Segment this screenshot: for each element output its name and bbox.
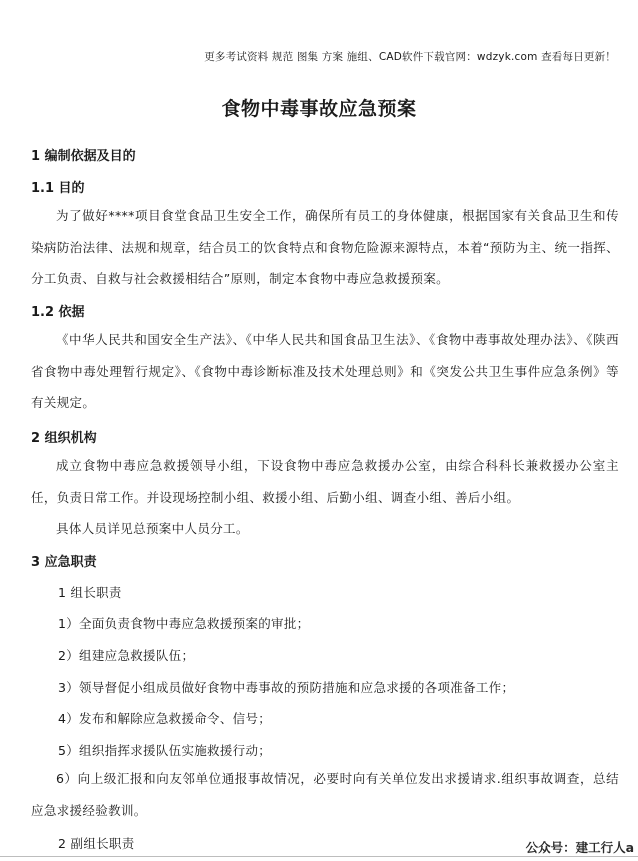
list-item: 3）领导督促小组成员做好食物中毒事故的预防措施和应急求援的各项准备工作；	[58, 680, 515, 695]
list-item-6: 6）向上级汇报和向友邻单位通报事故情况，必要时向有关单位发出求援请求.组织事故调查，总结应急求援经验教训。	[31, 771, 619, 818]
section-heading-1-2: 1.2 依据	[31, 305, 85, 320]
footer-divider	[0, 856, 638, 857]
list-item: 2）组建应急救援队伍；	[58, 648, 195, 663]
subsection-leader-duties: 1 组长职责	[58, 585, 122, 600]
list-item: 4）发布和解除应急救援命令、信号；	[58, 711, 272, 726]
list-item: 5）组织指挥求援队伍实施救援行动；	[58, 743, 272, 758]
paragraph-organization: 成立食物中毒应急救援领导小组，下设食物中毒应急救援办公室，由综合科科长兼救援办公室主任，负责日常工作。并设现场控制小组、救援小组、后勤小组、调查小组、善后小组。	[31, 458, 619, 505]
section-heading-1: 1 编制依据及目的	[31, 149, 136, 164]
paragraph-basis: 《中华人民共和国安全生产法》、《中华人民共和国食品卫生法》、《食物中毒事故处理办法》、《陕西省食物中毒处理暂行规定》、《食物中毒诊断标准及技术处理总则》和《突发公共卫生事件应急条例》等有关规定。	[31, 332, 619, 410]
paragraph-personnel: 具体人员详见总预案中人员分工。	[56, 521, 249, 536]
section-heading-1-1: 1.1 目的	[31, 181, 85, 196]
document-title: 食物中毒事故应急预案	[221, 98, 417, 120]
section-heading-3: 3 应急职责	[31, 555, 97, 570]
paragraph-purpose: 为了做好****项目食堂食品卫生安全工作，确保所有员工的身体健康，根据国家有关食品卫生和传染病防治法律、法规和规章，结合员工的饮食特点和食物危险源来源特点，本着“预防为主、统一指挥、分工负责、自救与社会救援相结合”原则，制定本食物中毒应急救援预案。	[31, 208, 619, 286]
subsection-deputy-duties: 2 副组长职责	[58, 836, 135, 851]
watermark: 公众号：建工行人a	[525, 840, 634, 855]
list-item: 1）全面负责食物中毒应急救援预案的审批；	[58, 616, 310, 631]
section-heading-2: 2 组织机构	[31, 431, 97, 446]
header-note: 更多考试资料 规范 图集 方案 施组、CAD软件下载官网：wdzyk.com 查看每日更新！	[204, 51, 616, 63]
